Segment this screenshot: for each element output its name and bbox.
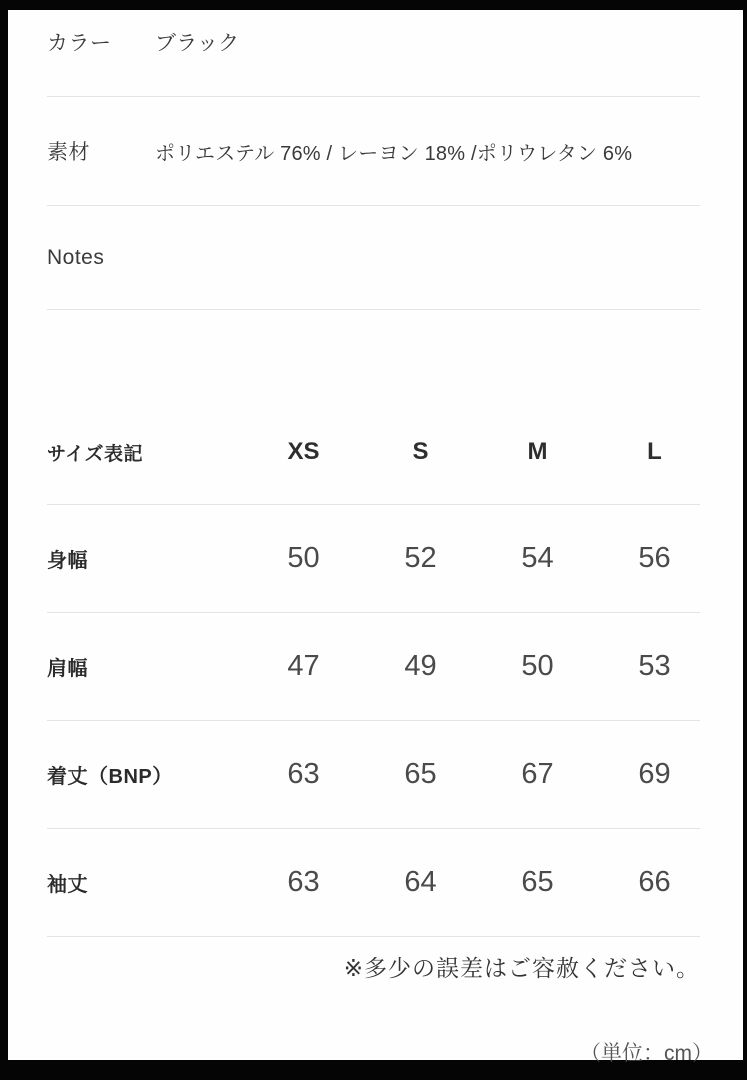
row-cells <box>245 758 713 791</box>
size-value-cell: 52 <box>404 542 437 574</box>
size-table-header-row <box>47 310 700 505</box>
notes-label: Notes <box>47 245 105 269</box>
row-cells <box>245 866 713 899</box>
size-value-cell: 63 <box>287 866 320 898</box>
size-value-cell: 53 <box>638 650 671 682</box>
row-label-shoulder-width: 肩幅 <box>47 658 88 680</box>
spec-row-material <box>47 97 700 206</box>
column-header-l: L <box>647 438 662 465</box>
row-label-garment-length: 着丈（BNP） <box>47 766 173 788</box>
row-label-sleeve-length: 袖丈 <box>47 874 88 896</box>
color-value: ブラック <box>155 32 240 55</box>
material-label: 素材 <box>47 141 90 164</box>
size-value-cell: 67 <box>521 758 554 790</box>
size-table <box>47 310 700 937</box>
table-row-body-width <box>47 505 700 613</box>
size-value-cell: 66 <box>638 866 671 898</box>
spec-row-color <box>47 10 700 97</box>
column-header-xs: XS <box>287 438 320 465</box>
size-value-cell: 56 <box>638 542 671 574</box>
size-value-cell: 47 <box>287 650 320 682</box>
row-cells <box>245 650 713 683</box>
size-value-cell: 49 <box>404 650 437 682</box>
material-value: ポリエステル 76% / レーヨン 18% /ポリウレタン 6% <box>155 142 633 165</box>
unit-note: （単位：cm） <box>580 1042 713 1065</box>
size-header-cells <box>245 438 713 466</box>
size-value-cell: 50 <box>521 650 554 682</box>
tolerance-note: ※多少の誤差はご容赦ください。 <box>343 955 700 981</box>
table-row-garment-length <box>47 721 700 829</box>
column-header-m: M <box>527 438 548 465</box>
table-row-sleeve-length <box>47 829 700 937</box>
column-header-s: S <box>412 438 429 465</box>
row-label-body-width: 身幅 <box>47 550 88 572</box>
size-value-cell: 63 <box>287 758 320 790</box>
size-value-cell: 54 <box>521 542 554 574</box>
size-value-cell: 65 <box>521 866 554 898</box>
size-value-cell: 69 <box>638 758 671 790</box>
table-row-shoulder-width <box>47 613 700 721</box>
row-cells <box>245 542 713 575</box>
size-value-cell: 65 <box>404 758 437 790</box>
size-value-cell: 50 <box>287 542 320 574</box>
size-value-cell: 64 <box>404 866 437 898</box>
spec-row-notes <box>47 206 700 310</box>
color-label: カラー <box>47 32 112 55</box>
size-notation-label: サイズ表記 <box>47 444 143 465</box>
spec-content <box>8 10 743 1067</box>
product-spec-panel <box>8 10 743 1065</box>
